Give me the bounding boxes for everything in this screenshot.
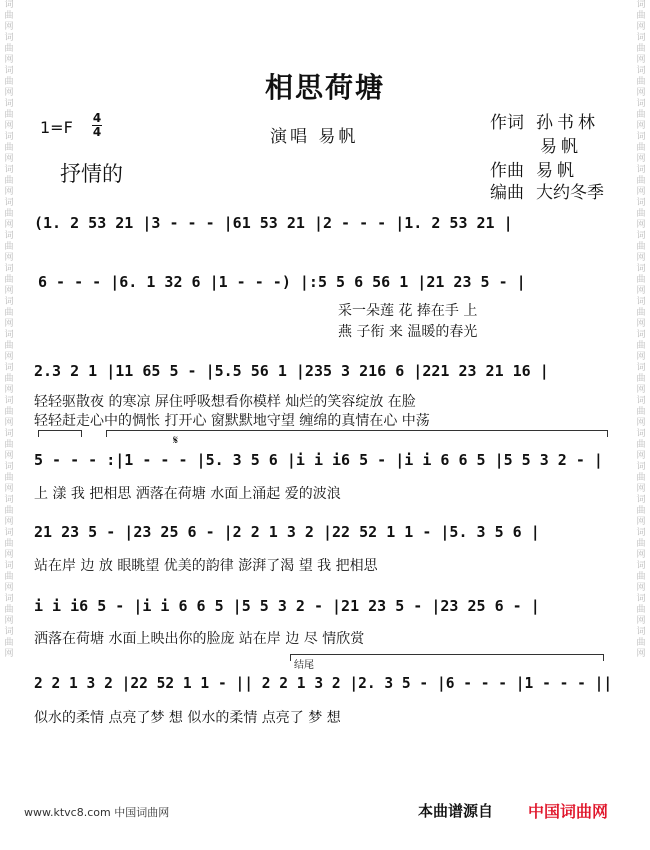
lyricist-name-2: 易帆 (540, 137, 582, 157)
lyric-line-7: 似水的柔情 点亮了梦 想 似水的柔情 点亮了 梦 想 (34, 710, 341, 726)
song-title: 相思荷塘 (264, 71, 385, 104)
footer-url: www.ktvc8.com 中国词曲网 (24, 806, 170, 819)
time-sig-bottom: 4 (92, 125, 102, 139)
notation-line-1: (1. 2 53 21 |3 - - - |61 53 21 |2 - - - |1. 2 53 21 | (34, 214, 513, 232)
lyric-line-3-verse-2: 轻轻赶走心中的惆怅 打开心 窗默默地守望 缠绵的真情在心 中荡 (34, 413, 430, 429)
lyric-line-3-verse-1: 轻轻驱散夜 的寒凉 屏住呼吸想看你模样 灿烂的笑容绽放 在脸 (34, 394, 416, 410)
lyric-line-6: 洒落在荷塘 水面上映出你的脸庞 站在岸 边 尽 情欣赏 (34, 631, 365, 647)
ending-label: 结尾 (294, 660, 314, 671)
volta-bracket-1 (38, 430, 82, 437)
footer-brand-logo: 中国词曲网 (528, 802, 609, 821)
notation-line-4: 5 - - - :|1 - - - |5. 3 5 6 |i i i6 5 - |i i 6 6 5 |5 5 3 2 - | (34, 451, 603, 469)
ending-bracket (290, 654, 604, 661)
notation-line-3: 2.3 2 1 |11 65 5 - |5.5 56 1 |235 3 216 6 |221 23 21 16 | (34, 362, 549, 380)
lyricist-name-1: 孙书林 (536, 113, 599, 133)
time-signature (92, 112, 102, 138)
mood-marking: 抒情的 (60, 162, 123, 186)
lyric-line-2-verse-1: 采一朵莲 花 捧在手 上 (338, 303, 478, 319)
composer-label: 作曲 (490, 161, 524, 181)
notation-line-6: i i i6 5 - |i i 6 6 5 |5 5 3 2 - |21 23 5 - |23 25 6 - | (34, 597, 540, 615)
composer-name: 易帆 (536, 161, 578, 181)
notation-line-7: 2 2 1 3 2 |22 52 1 1 - || 2 2 1 3 2 |2. 3 5 - |6 - - - |1 - - - || (34, 674, 613, 692)
lyric-line-5: 站在岸 边 放 眼眺望 优美的韵律 澎湃了渴 望 我 把相思 (34, 558, 378, 574)
arranger-label: 编曲 (490, 183, 524, 203)
singer: 演唱 易帆 (270, 127, 359, 147)
lyric-line-2-verse-2: 燕 子衔 来 温暖的春光 (338, 324, 478, 340)
notation-line-2: 6 - - - |6. 1 32 6 |1 - - -) |:5 5 6 56 1 |21 23 5 - | (38, 273, 526, 291)
side-watermark-left: 词曲网词曲网词曲网词曲网词曲网词曲网词曲网词曲网词曲网词曲网词曲网词曲网词曲网词曲网词曲网词曲网词曲网词曲网词曲网词曲网 (4, 0, 14, 659)
footer-source-label: 本曲谱源自 (418, 802, 494, 820)
side-watermark-right: 词曲网词曲网词曲网词曲网词曲网词曲网词曲网词曲网词曲网词曲网词曲网词曲网词曲网词曲网词曲网词曲网词曲网词曲网词曲网词曲网 (636, 0, 646, 659)
lyric-line-4: 上 漾 我 把相思 洒落在荷塘 水面上涌起 爱的波浪 (34, 486, 341, 502)
volta-bracket-2 (106, 430, 608, 437)
notation-line-5: 21 23 5 - |23 25 6 - |2 2 1 3 2 |22 52 1 1 - |5. 3 5 6 | (34, 523, 540, 541)
time-sig-top: 4 (92, 111, 102, 125)
lyricist-label: 作词 (490, 113, 524, 133)
key-signature: 1=F (40, 118, 73, 137)
segno-sign: 𝄋 (173, 433, 179, 447)
arranger-name: 大约冬季 (536, 183, 604, 203)
